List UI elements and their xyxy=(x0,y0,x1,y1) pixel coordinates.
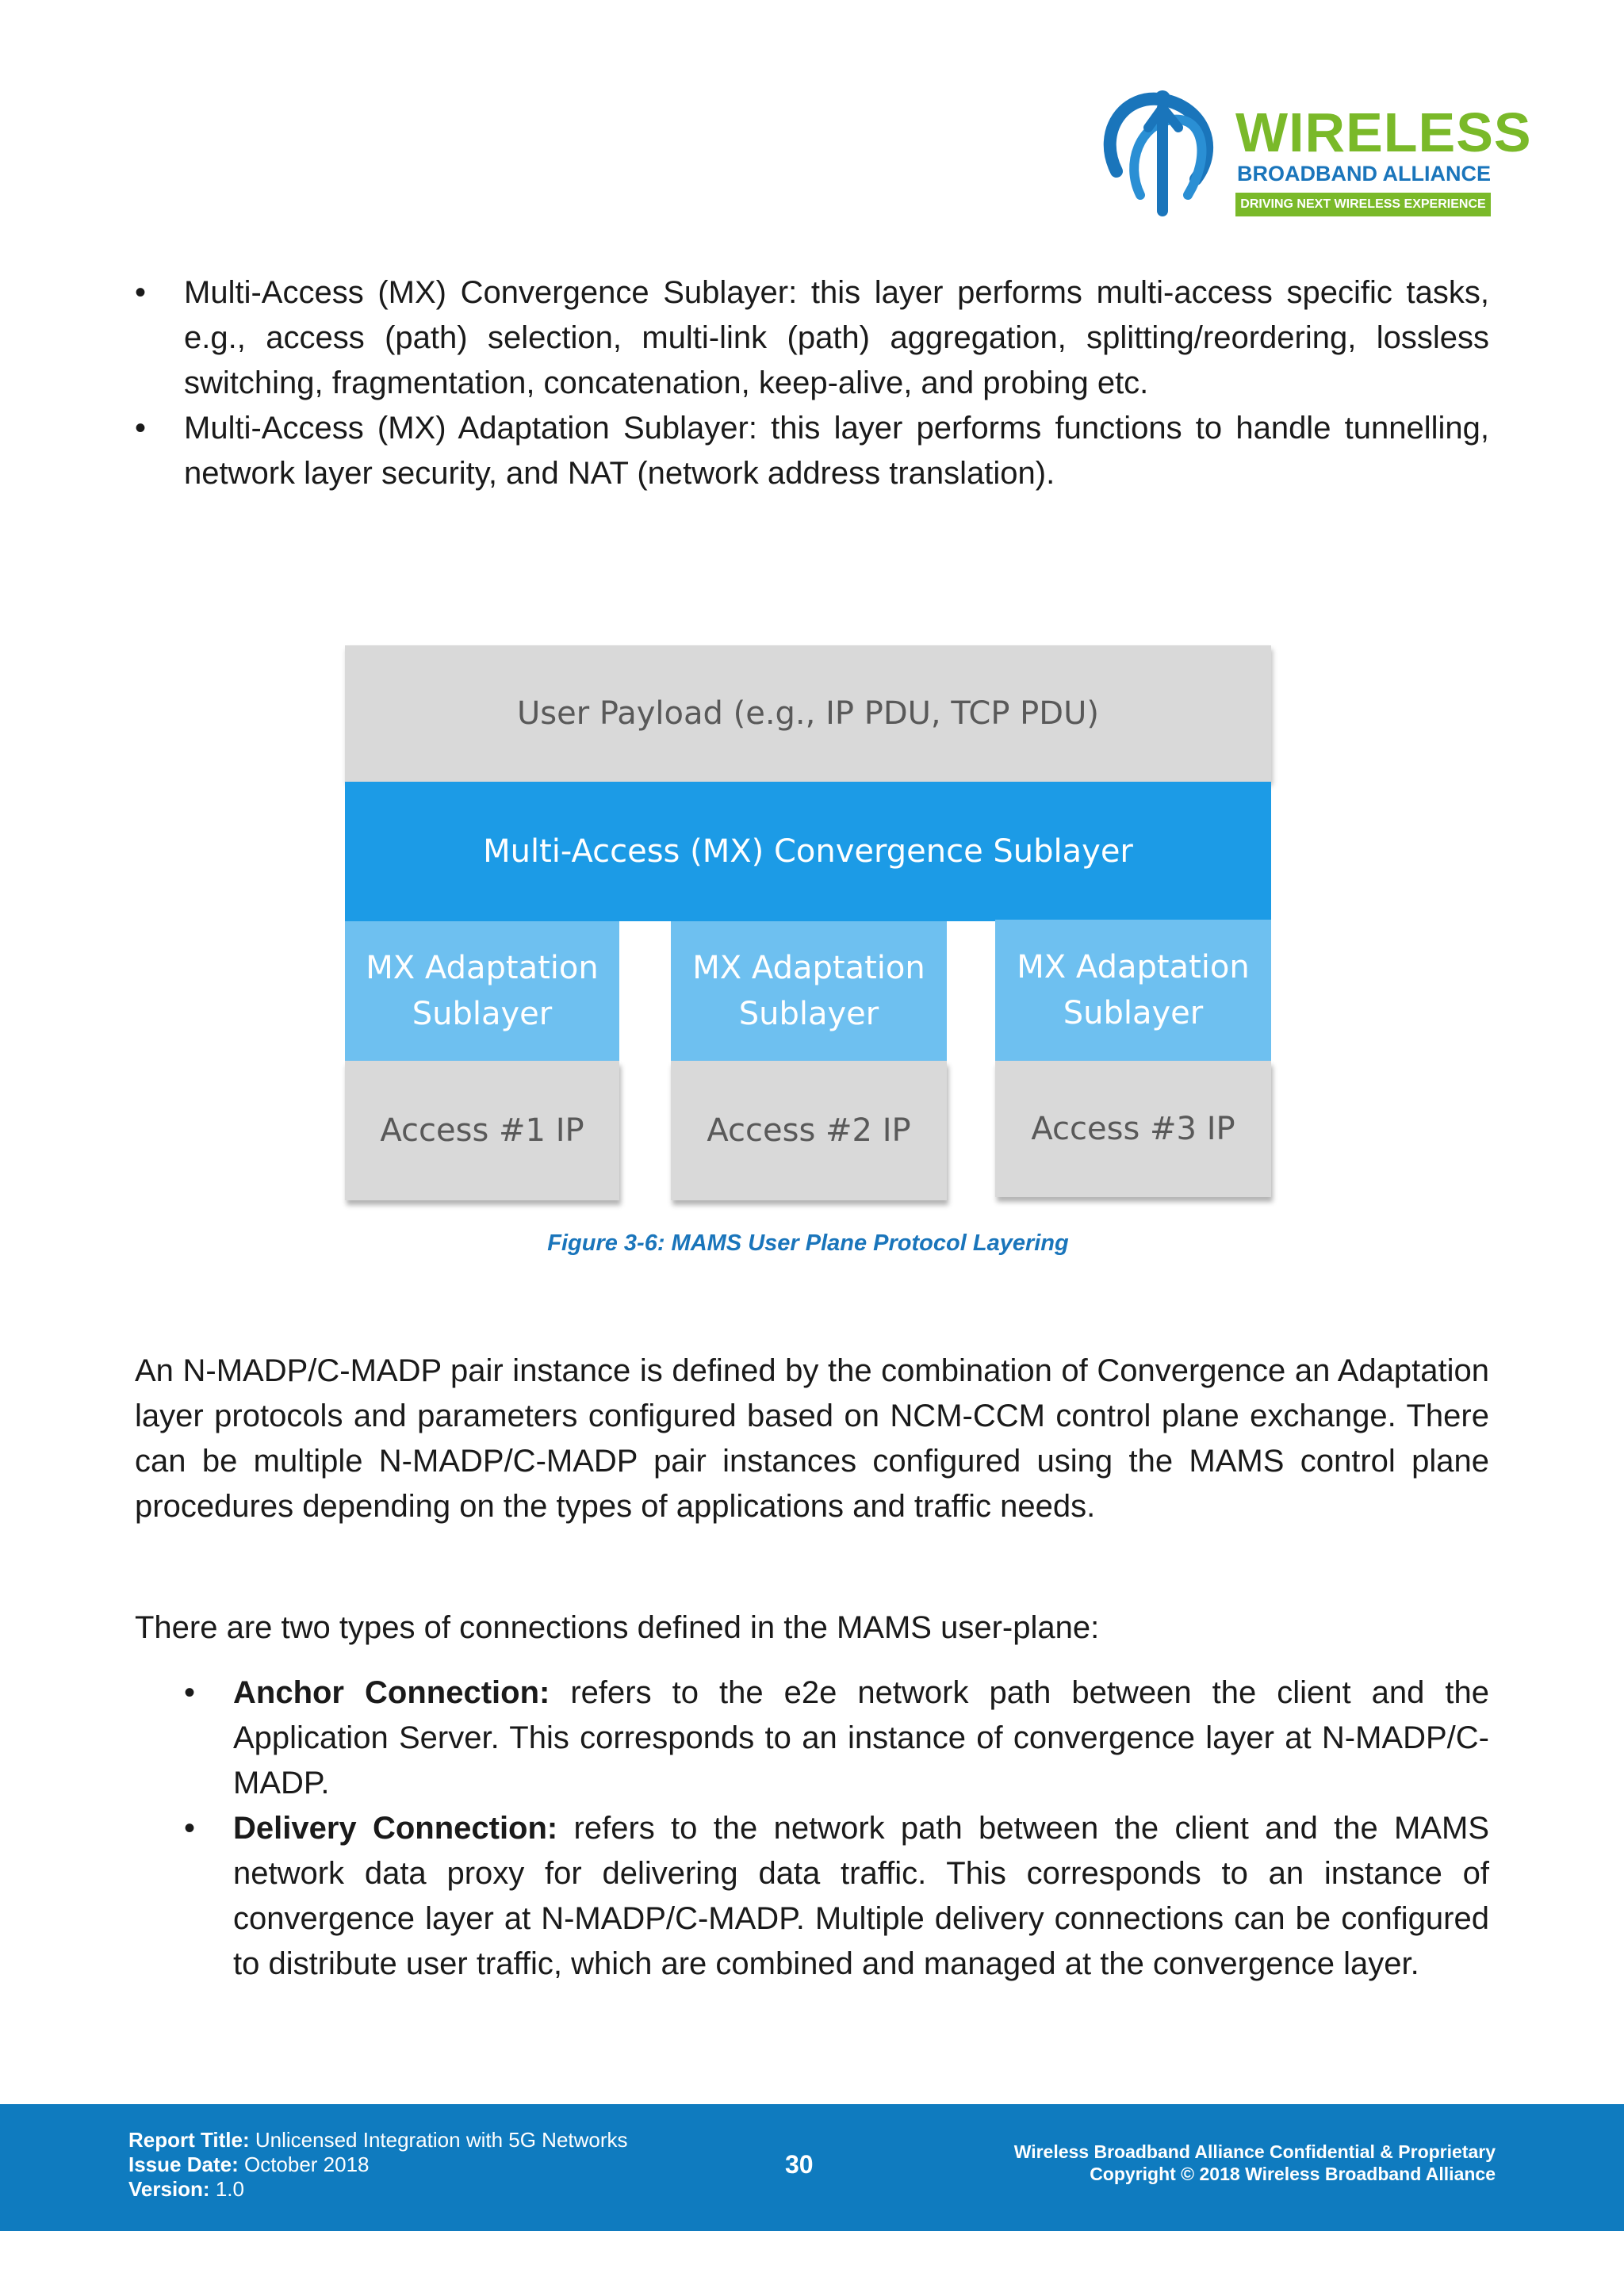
adaptation-sublayer-1: MX Adaptation Sublayer xyxy=(345,921,619,1061)
logo-tagline: DRIVING NEXT WIRELESS EXPERIENCE xyxy=(1235,193,1491,216)
connections-intro: There are two types of connections defined in the MAMS user-plane: xyxy=(135,1610,1100,1645)
logo-wordmark: WIRELESS xyxy=(1235,101,1532,163)
sublayer-bullet-list xyxy=(135,270,1489,496)
figure-caption: Figure 3-6: MAMS User Plane Protocol Layering xyxy=(547,1230,1069,1256)
protocol-layering-figure xyxy=(341,644,1275,1278)
version-value: 1.0 xyxy=(215,2177,244,2201)
report-title-value: Unlicensed Integration with 5G Networks xyxy=(255,2128,628,2152)
logo-subname: BROADBAND ALLIANCE xyxy=(1237,162,1491,186)
page-footer xyxy=(0,2104,1624,2231)
issue-date-label: Issue Date: xyxy=(128,2152,239,2176)
anchor-connection-term: Anchor Connection: xyxy=(233,1675,550,1710)
list-item xyxy=(184,1670,1489,1806)
bullet-icon: • xyxy=(184,1675,196,1710)
wba-logo-icon xyxy=(1093,76,1235,219)
confidential-text: Wireless Broadband Alliance Confidential & Proprietary xyxy=(1013,2141,1496,2162)
list-item xyxy=(135,270,1489,406)
list-item xyxy=(184,1806,1489,1987)
delivery-connection-term: Delivery Connection: xyxy=(233,1811,558,1846)
connection-bullet-list xyxy=(184,1670,1489,1987)
access-ip-2: Access #2 IP xyxy=(671,1061,947,1200)
report-info xyxy=(128,2128,628,2202)
copyright-text: Copyright © 2018 Wireless Broadband Alliance xyxy=(1090,2164,1496,2184)
delivery-connection-text: refers to the network path between the client and the MAMS network data proxy for delivering data traffic. This corresponds to an instance of convergence layer at N-MADP/C-MADP. Multiple delivery connections can be configured to distribute user traffic, which are combined and managed at the convergence layer. xyxy=(233,1811,1489,1981)
page-number: 30 xyxy=(785,2150,814,2179)
bullet-text: Multi-Access (MX) Adaptation Sublayer: this layer performs functions to handle tunnelling, network layer security, and NAT (network address translation). xyxy=(184,411,1489,491)
access-ip-3: Access #3 IP xyxy=(995,1061,1271,1197)
adaptation-sublayer-2: MX Adaptation Sublayer xyxy=(671,921,947,1061)
user-payload-layer: User Payload (e.g., IP PDU, TCP PDU) xyxy=(345,645,1271,782)
pair-instance-paragraph: An N-MADP/C-MADP pair instance is defined by the combination of Convergence an Adaptation layer protocols and parameters configured based on NCM-CCM control plane exchange. There can be multiple N-MADP/C-MADP pair instances configured using the MAMS control plane procedures depending on the types of applications and traffic needs. xyxy=(135,1353,1489,1524)
convergence-sublayer: Multi-Access (MX) Convergence Sublayer xyxy=(345,782,1271,921)
report-title-label: Report Title: xyxy=(128,2128,250,2152)
bullet-icon: • xyxy=(135,275,147,310)
confidentiality-notice xyxy=(1014,2141,1496,2185)
anchor-connection-text: refers to the e2e network path between the client and the Application Server. This corresponds to an instance of convergence layer at N-MADP/C-MADP. xyxy=(233,1675,1489,1800)
wba-logo xyxy=(1093,76,1532,219)
issue-date-value: October 2018 xyxy=(243,2152,370,2176)
list-item xyxy=(135,406,1489,496)
version-label: Version: xyxy=(128,2177,210,2201)
bullet-icon: • xyxy=(135,411,147,446)
bullet-icon: • xyxy=(184,1811,196,1846)
bullet-text: Multi-Access (MX) Convergence Sublayer: this layer performs multi-access specific tasks, e.g., access (path) selection, multi-link (path) aggregation, splitting/reordering, lossless switching, fragmentation, concatenation, keep-alive, and probing etc. xyxy=(184,275,1489,400)
adaptation-sublayer-3: MX Adaptation Sublayer xyxy=(995,920,1271,1061)
access-ip-1: Access #1 IP xyxy=(345,1061,619,1200)
